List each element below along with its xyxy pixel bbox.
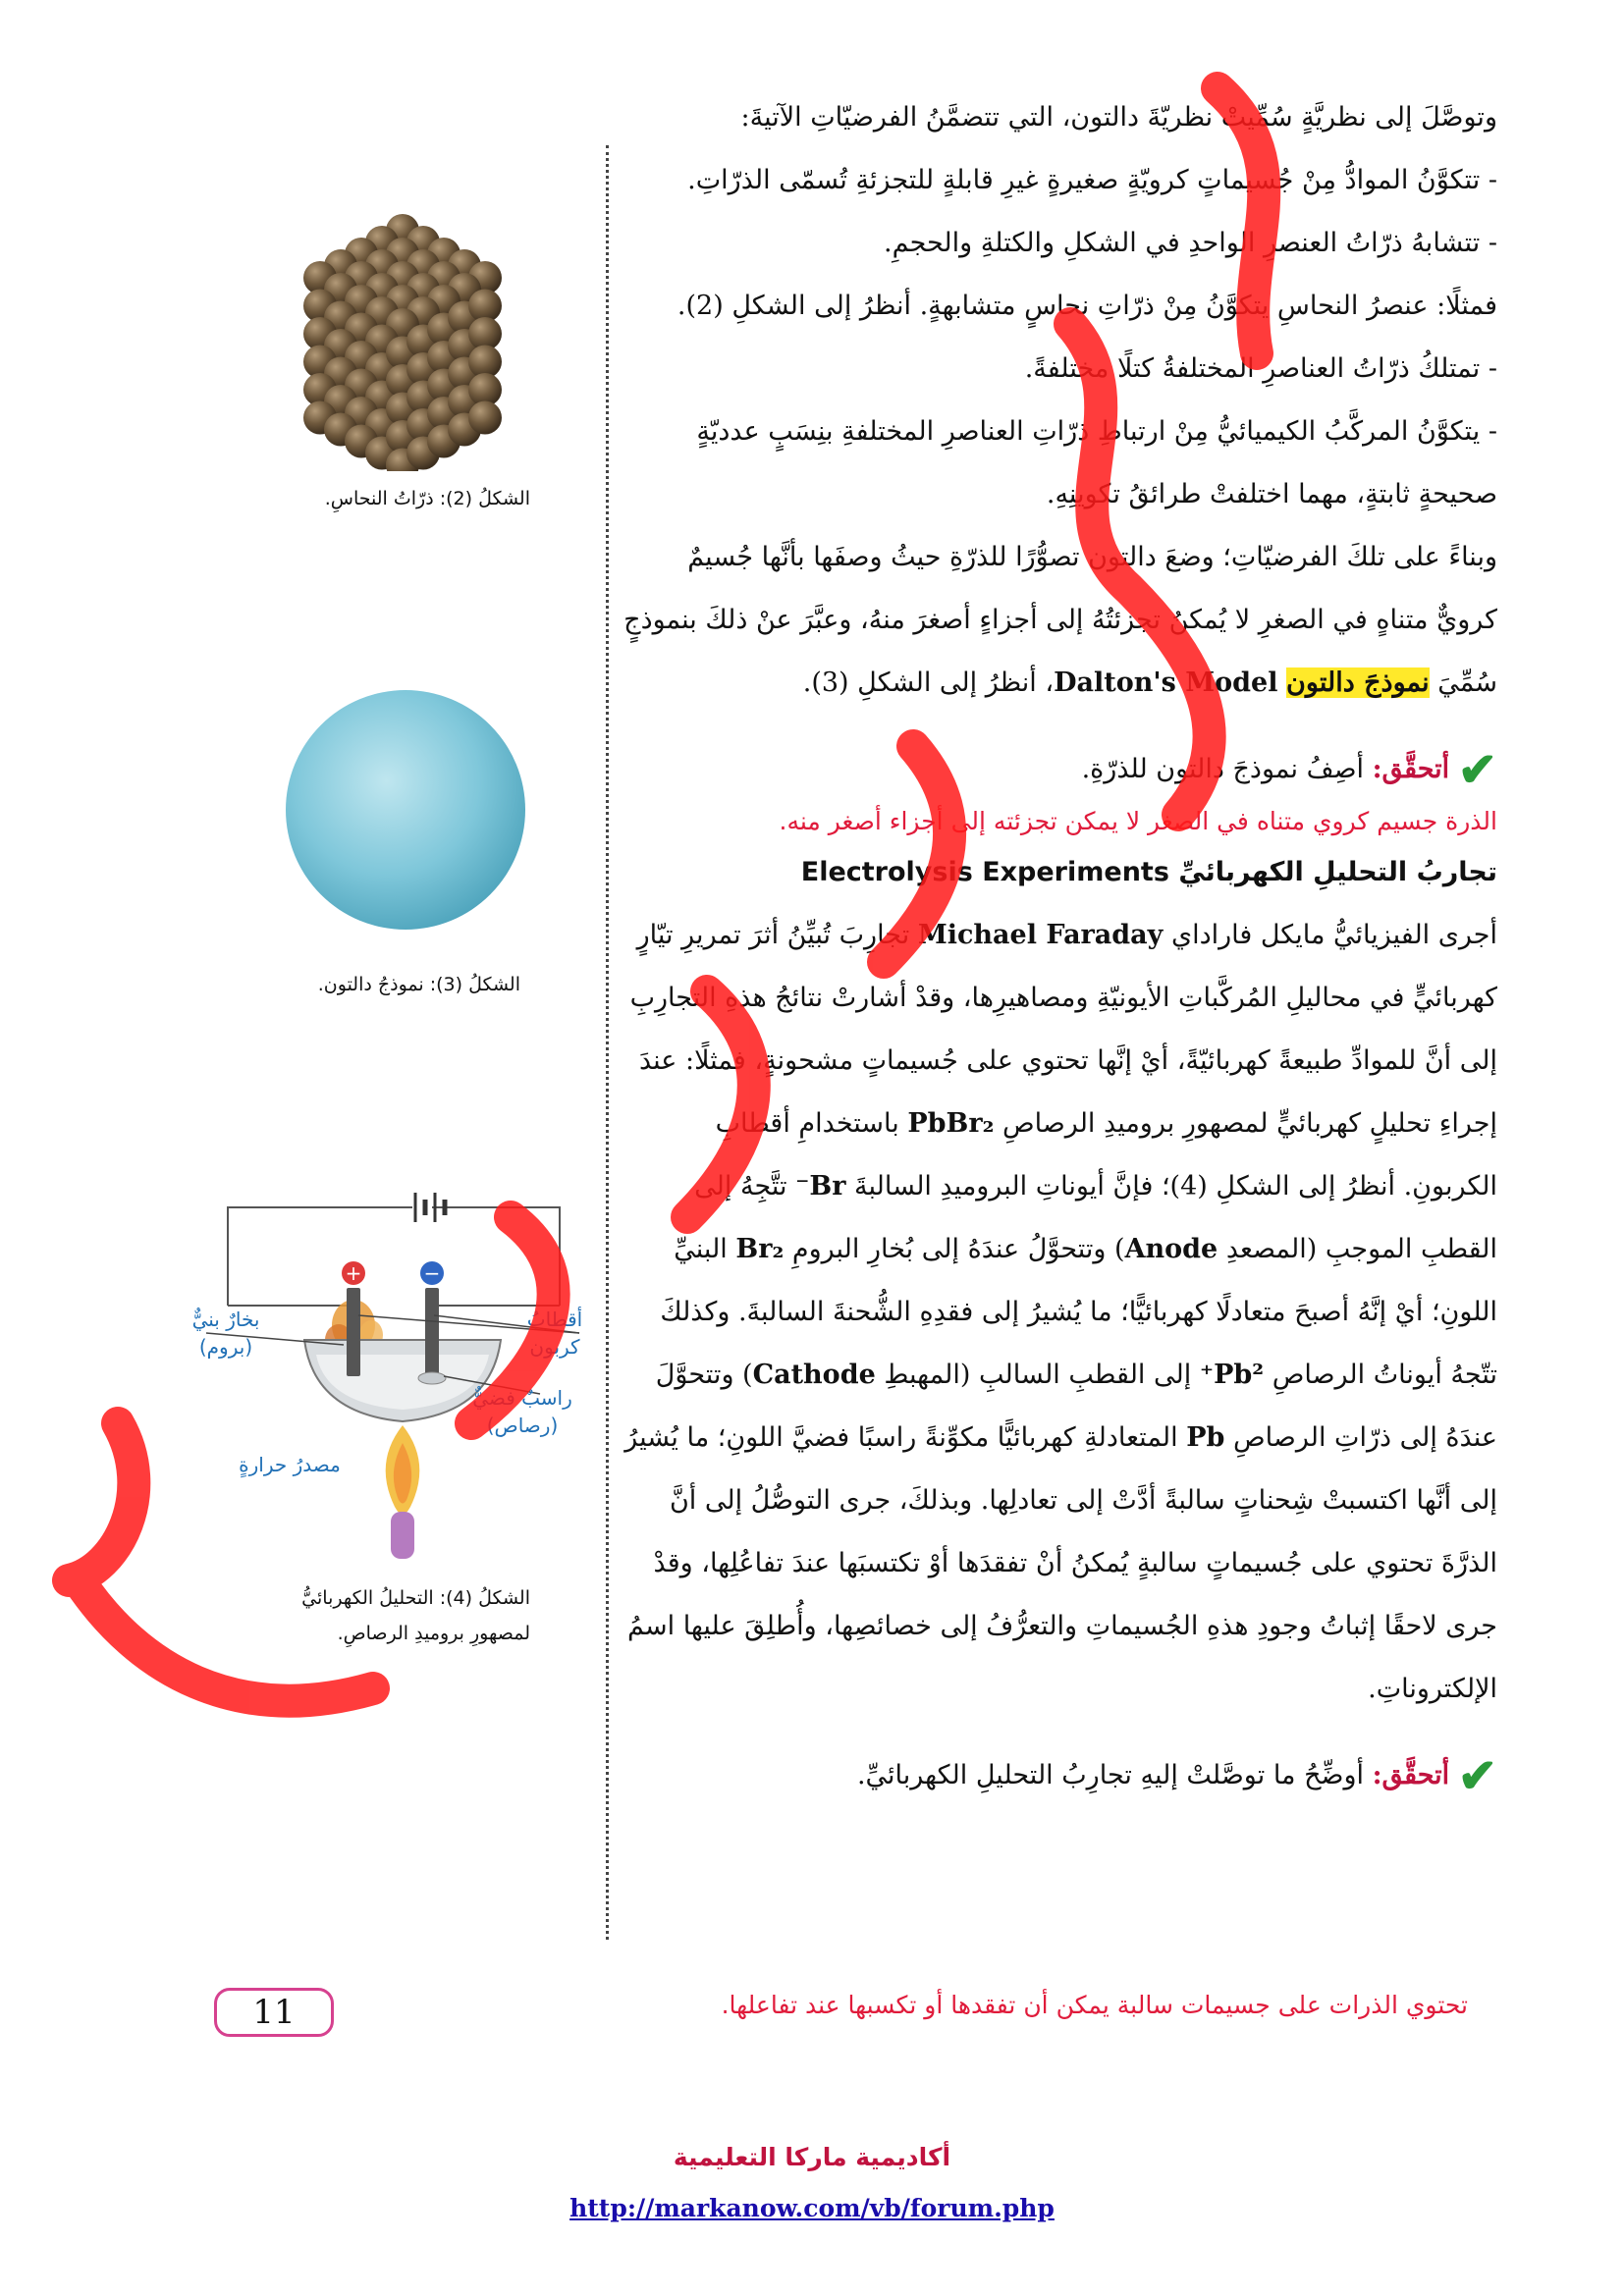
answer-2: تحتوي الذرات على جسيمات سالبة يمكن أن تفقدها أو تكسبها عند تفاعلها. xyxy=(721,1991,1468,2019)
hypothesis-4: - يتكوَّنُ المركَّبُ الكيميائيُّ مِنْ ارتباطِ ذرّاتِ العناصرِ المختلفةِ بنِسَبٍ عدديّةٍ صحيحةٍ ثابتةٍ، مهما اختلفتْ طرائقُ تكوينِهِ. xyxy=(696,416,1497,509)
label-bromine-vapor xyxy=(167,1306,285,1361)
check-question-2 xyxy=(623,1744,1497,1808)
figure-3-caption: الشكلُ (3): نموذجُ دالتون. xyxy=(317,974,520,995)
term-anode: Anode xyxy=(1124,1233,1218,1264)
dalton-model-en: Dalton's Model xyxy=(1054,667,1278,698)
label-carbon-electrodes xyxy=(511,1306,599,1361)
formula-pbbr2: PbBr₂ xyxy=(907,1107,995,1139)
check-label: أتحقَّق: xyxy=(1372,1759,1450,1790)
text-run: البنيِّ اللونِ؛ أيْ إنَّهُ أصبحَ متعادلًا كهربائيًّا؛ ما يُشيرُ إلى فقدِهِ الشُّحنةَ السالبةَ. وكذلكَ تتّجهُ أيوناتُ الرصاصِ xyxy=(660,1233,1497,1390)
checkmark-icon: ✔ xyxy=(1457,1748,1497,1803)
caption-line: لمصهورِ بروميدِ الرصاصِ. xyxy=(337,1623,530,1644)
label-line: أقطابُ xyxy=(526,1308,583,1331)
check-question-1 xyxy=(623,738,1497,802)
ion-lead: Pb²⁺ xyxy=(1199,1359,1265,1390)
text-run: تجارِبَ تُبيِّنُ أثرَ تمريرِ تيّارٍ كهربائيٍّ في محاليلِ المُركَّباتِ الأيونيّةِ ومصاهيرِها، وقدْ أشارتْ نتائجُ هذهِ التجارِبِ إلى أنَّ للموادِّ طبيعةً كهربائيّةً، أيْ إنَّها تحتوي على جُسيماتٍ مشحونةٍ، فمثلًا: عندَ إجراءِ تحليلٍ كهربائيٍّ لمصهورِ بروميدِ الرصاصِ xyxy=(629,919,1497,1139)
check-question-text: أصِفُ نموذجَ دالتون للذرّةِ. xyxy=(1081,754,1364,784)
section-title-en: Electrolysis Experiments xyxy=(800,856,1169,887)
watermark-stroke xyxy=(69,1423,134,1580)
dalton-text-a: وبناءً على تلكَ الفرضيّاتِ؛ وضعَ دالتون تصوُّرًا للذرّةِ حيثُ وصفَها بأنَّها جُسيمٌ كرويٌّ متناهٍ في الصغرِ لا يُمكنُ تجزئتُهُ إلى أجزاءٍ أصغرَ منهُ، وعبَّرَ عنْ ذلكَ بنموذجٍ سُمِّيَ xyxy=(623,542,1497,698)
main-text xyxy=(623,86,1497,1807)
text-run: أجرى الفيزيائيُّ مايكل فاراداي xyxy=(1170,919,1497,950)
label-line: (بروم) xyxy=(198,1335,253,1359)
label-line: (رصاص) xyxy=(486,1414,559,1437)
label-heat-source: مصدرُ حرارةٍ xyxy=(239,1453,341,1476)
anode-electrode xyxy=(347,1288,360,1376)
check-question-text: أوضِّحُ ما توصَّلتْ إليهِ تجارِبُ التحليلِ الكهربائيِّ. xyxy=(856,1759,1364,1790)
dalton-model-highlight: نموذجَ دالتون xyxy=(1286,667,1430,698)
electrolysis-apparatus-figure xyxy=(187,1168,599,1580)
term-cathode: Cathode xyxy=(752,1359,876,1390)
section-title-ar: تجاربُ التحليلِ الكهربائيِّ xyxy=(1178,856,1497,887)
minus-sign: − xyxy=(423,1261,441,1285)
footer-title: أكاديمية ماركا التعليمية xyxy=(673,2143,951,2171)
figure-2-caption: الشكلُ (2): ذرّاتُ النحاسِ. xyxy=(324,488,530,509)
formula-pb: Pb xyxy=(1186,1421,1225,1453)
text-run: إلى القطبِ السالبِ (المهبطِ xyxy=(884,1359,1192,1390)
dalton-text-b: ، أنظرُ إلى الشكلِ (3). xyxy=(802,667,1055,698)
caption-line: الشكلُ (4): التحليلُ الكهربائيُّ xyxy=(301,1587,530,1609)
section-title xyxy=(623,841,1497,904)
column-divider xyxy=(606,145,609,1940)
label-line: كربون xyxy=(529,1335,580,1359)
answer-1: الذرة جسيم كروي متناه في الصغر لا يمكن تجزئته إلى أجزاء أصغر منه. xyxy=(779,806,1497,835)
hypothesis-1: - تتكوَّنُ الموادُّ مِنْ جُسيماتٍ كرويّةٍ صغيرةٍ غيرِ قابلةٍ للتجزئةِ تُسمّى الذرّاتِ. xyxy=(687,165,1497,195)
label-silver-precipitate xyxy=(463,1384,581,1439)
label-line: بخارٌ بنيٌّ xyxy=(191,1308,260,1331)
hypothesis-2: - تتشابهُ ذرّاتُ العنصرِ الواحدِ في الشكلِ والكتلةِ والحجمِ. xyxy=(884,228,1497,258)
figure-4-caption xyxy=(226,1580,530,1651)
footer-url-link[interactable]: http://markanow.com/vb/forum.php xyxy=(569,2194,1055,2222)
dalton-sphere xyxy=(286,690,525,930)
text-run: المتعادلةِ كهربائيًّا مكوِّنةً راسبًا فضيَّ اللونِ؛ ما يُشيرُ إلى أنَّها اكتسبتْ شِحناتٍ سالبةً أدَّتْ إلى تعادلِها. وبذلكَ، جرى التوصُّلُ إلى أنَّ الذرَّةَ تحتوي على جُسيماتٍ سالبةٍ يُمكنُ أنْ تفقدَها أوْ تكتسبَها عندَ تفاعُلِها، وقدْ جرى لاحقًا إثباتُ وجودِ هذهِ الجُسيماتِ والتعرُّفُ إلى خصائصِها، وأُطلِقَ عليها اسمُ الإلكتروناتِ. xyxy=(624,1421,1497,1704)
copper-atoms-figure xyxy=(285,206,540,471)
hypothesis-3: - تمتلكُ ذرّاتُ العناصرِ المختلفةُ كتلًا مختلفةً. xyxy=(1024,353,1497,384)
label-line: راسبٌ فضيٌّ xyxy=(472,1386,572,1410)
paragraph-intro: وتوصَّلَ إلى نظريَّةٍ سُمِّيتْ نظريّةَ دالتون، التي تتضمَّنُ الفرضيّاتِ الآتيةَ: xyxy=(740,102,1497,133)
copper-atom xyxy=(468,401,502,435)
formula-br2: Br₂ xyxy=(735,1233,785,1264)
text-run: تتَّجِهُ إلى القطبِ الموجبِ (المصعدِ xyxy=(694,1170,1497,1264)
electrolysis-paragraph xyxy=(623,904,1497,1721)
plus-sign: + xyxy=(345,1261,362,1285)
text-run: باستخدامِ أقطابِ الكربونِ. أنظرُ إلى الشكلِ (4)؛ فإنَّ أيوناتِ البروميدِ السالبةَ xyxy=(715,1107,1497,1201)
text-run: ) وتتحوَّلَ عندَهُ إلى ذرّاتِ الرصاصِ xyxy=(655,1359,1497,1453)
copper-example: فمثلًا: عنصرُ النحاسِ يتكوَّنُ مِنْ ذرّاتِ نحاسٍ متشابهةٍ. أنظرُ إلى الشكلِ (2). xyxy=(677,291,1497,321)
faraday-name-en: Michael Faraday xyxy=(917,919,1164,950)
dalton-model-figure xyxy=(283,687,528,933)
ion-bromide: Br⁻ xyxy=(795,1170,846,1201)
checkmark-icon: ✔ xyxy=(1457,742,1497,798)
dalton-model-paragraph xyxy=(623,526,1497,715)
page-number: 11 xyxy=(214,1988,334,2037)
text-run: ) وتتحوَّلُ عندَهُ إلى بُخارِ البرومِ xyxy=(791,1233,1125,1264)
cathode-electrode xyxy=(425,1288,439,1376)
burner-icon xyxy=(391,1512,414,1559)
check-label: أتحقَّق: xyxy=(1372,754,1450,784)
